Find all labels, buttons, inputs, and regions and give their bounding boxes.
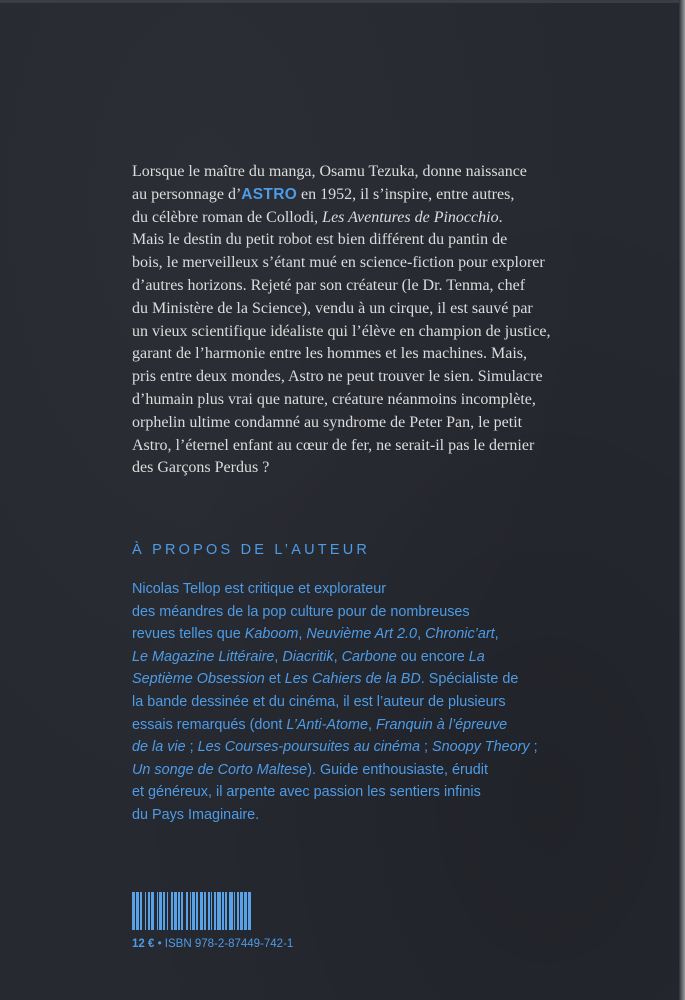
- synopsis-line: bois, le merveilleux s’étant mué en science-fiction pour explorer: [132, 254, 545, 272]
- isbn-label: • ISBN 978-2-87449-742-1: [154, 938, 294, 950]
- bio-line: du Pays Imaginaire.: [132, 806, 260, 823]
- barcode-bar: [191, 892, 192, 930]
- synopsis-line: du Ministère de la Science), vendu à un cirque, il est sauvé par: [132, 299, 533, 317]
- barcode-bar: [162, 892, 163, 930]
- about-author-heading: À PROPOS DE L’AUTEUR: [132, 542, 371, 558]
- synopsis-line: garant de l’harmonie entre les hommes et les machines. Mais,: [132, 345, 527, 363]
- barcode-bar: [227, 892, 229, 930]
- barcode-bar: [198, 892, 200, 930]
- barcode-bar: [239, 892, 240, 930]
- author-bio: [132, 578, 562, 827]
- barcode-bar: [165, 892, 167, 930]
- barcode-bar: [206, 892, 208, 930]
- bio-line: de la vie ; Les Courses-poursuites au cinéma ; Snoopy Theory ;: [132, 739, 538, 756]
- barcode-bar: [150, 892, 151, 930]
- cover-top-edge: [0, 0, 685, 3]
- barcode-bar: [195, 892, 196, 930]
- price-label: 12 €: [132, 938, 155, 950]
- barcode-bar: [216, 892, 217, 930]
- synopsis-line: d’autres horizons. Rejeté par son créateur (le Dr. Tenma, chef: [132, 276, 526, 294]
- barcode-bar: [233, 892, 234, 930]
- barcode-bar: [173, 892, 174, 930]
- barcode-bar: [224, 892, 225, 930]
- book-title: Les Aventures de Pinocchio: [322, 208, 499, 226]
- bio-line: la bande dessinée et du cinéma, il est l’auteur de plusieurs: [132, 693, 506, 710]
- barcode-bar: [135, 892, 136, 930]
- barcode-bar: [146, 892, 148, 930]
- cover-right-edge: [679, 0, 685, 1000]
- bio-line: des méandres de la pop culture pour de nombreuses: [132, 603, 470, 620]
- bio-line: Le Magazine Littéraire, Diacritik, Carbone ou encore La: [132, 648, 485, 665]
- barcode-bar: [188, 892, 190, 930]
- barcode-bar: [168, 892, 171, 930]
- barcode-bar: [203, 892, 204, 930]
- synopsis-line: Lorsque le maître du manga, Osamu Tezuka, donne naissance: [132, 163, 527, 180]
- price-isbn-line: [132, 938, 293, 950]
- bio-line: revues telles que Kaboom, Neuvième Art 2.0, Chronic’art,: [132, 626, 499, 643]
- synopsis-line: Astro, l’éternel enfant au cœur de fer, ne serait-il pas le dernier: [132, 436, 535, 454]
- bio-line: Un songe de Corto Maltese). Guide enthousiaste, érudit: [132, 761, 488, 778]
- synopsis-line: pris entre deux mondes, Astro ne peut trouver le sien. Simulacre: [132, 368, 543, 386]
- barcode-bar: [212, 892, 214, 930]
- barcode-bar: [247, 892, 248, 930]
- synopsis-line: des Garçons Perdus ?: [132, 459, 270, 477]
- synopsis-line: du célèbre roman de Collodi, Les Aventures de Pinocchio.: [132, 208, 503, 226]
- barcode-icon: [132, 892, 251, 930]
- barcode-bar: [221, 892, 222, 930]
- synopsis-line: d’humain plus vrai que nature, créature néanmoins incomplète,: [132, 390, 536, 408]
- barcode-bar: [235, 892, 237, 930]
- barcode-bar: [158, 892, 159, 930]
- barcode-bar: [243, 892, 244, 930]
- barcode-bar: [180, 892, 181, 930]
- barcode-bar: [154, 892, 157, 930]
- synopsis-line: Mais le destin du petit robot est bien différent du pantin de: [132, 231, 508, 249]
- barcode-bar: [177, 892, 178, 930]
- bio-line: et généreux, il arpente avec passion les sentiers infinis: [132, 784, 481, 801]
- bio-line: Septième Obsession et Les Cahiers de la BD. Spécialiste de: [132, 671, 519, 688]
- barcode-bar: [210, 892, 211, 930]
- barcode-bar: [183, 892, 186, 930]
- astro-logotype: ASTRO: [241, 185, 298, 203]
- barcode-bar: [142, 892, 145, 930]
- bio-line: essais remarqués (dont L’Anti-Atome, Franquin à l’épreuve: [132, 716, 508, 733]
- synopsis-line: au personnage d’ASTRO en 1952, il s’inspire, entre autres,: [132, 185, 515, 203]
- isbn-barcode: [132, 892, 251, 930]
- synopsis-line: orphelin ultime condamné au syndrome de Peter Pan, le petit: [132, 413, 523, 431]
- barcode-bar: [139, 892, 140, 930]
- synopsis-line: un vieux scientifique idéaliste qui l’élève en champion de justice,: [132, 322, 551, 340]
- bio-line: Nicolas Tellop est critique et explorateur: [132, 581, 387, 597]
- synopsis-text: [132, 161, 572, 480]
